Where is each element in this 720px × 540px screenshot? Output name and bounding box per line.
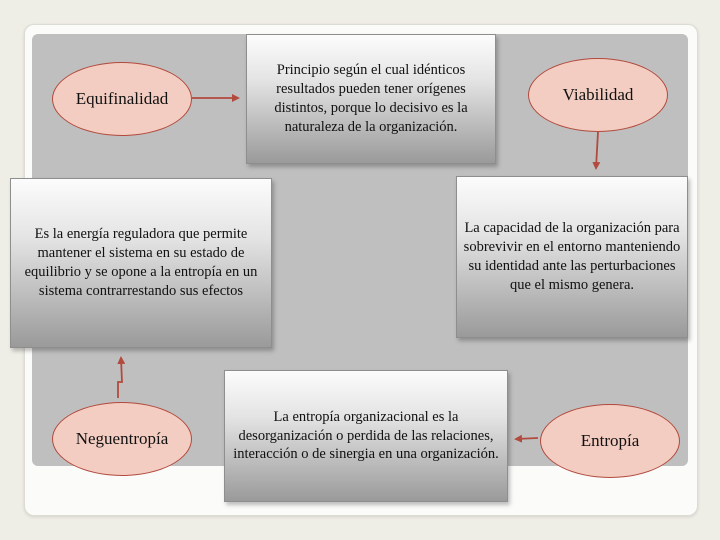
concept-label-equifinalidad: Equifinalidad xyxy=(75,89,169,108)
arrow-entropia-to-definition xyxy=(516,438,538,439)
arrow-viabilidad-to-definition xyxy=(596,132,598,168)
definition-text-equifinalidad: Principio según el cual idénticos resultados pueden tener orígenes distintos, porque lo decisivo es la naturaleza de la organización. xyxy=(274,62,468,135)
concept-label-neguentropia: Neguentropía xyxy=(75,429,169,448)
definition-text-entropia: La entropía organizacional es la desorganización o perdida de las relaciones, interacción o de sinergia en una organización. xyxy=(233,408,499,463)
concept-label-entropia: Entropía xyxy=(580,431,640,450)
arrow-neguentropia-to-definition xyxy=(118,358,122,398)
definition-text-viabilidad: La capacidad de la organización para sobrevivir en el entorno manteniendo su identidad ante las perturbaciones que el mismo genera. xyxy=(463,220,681,293)
concept-label-viabilidad: Viabilidad xyxy=(562,85,634,104)
definition-text-neguentropia: Es la energía reguladora que permite mantener el sistema en su estado de equilibrio y se opone a la entropía en un sistema contrarrestando sus efectos xyxy=(24,226,258,299)
